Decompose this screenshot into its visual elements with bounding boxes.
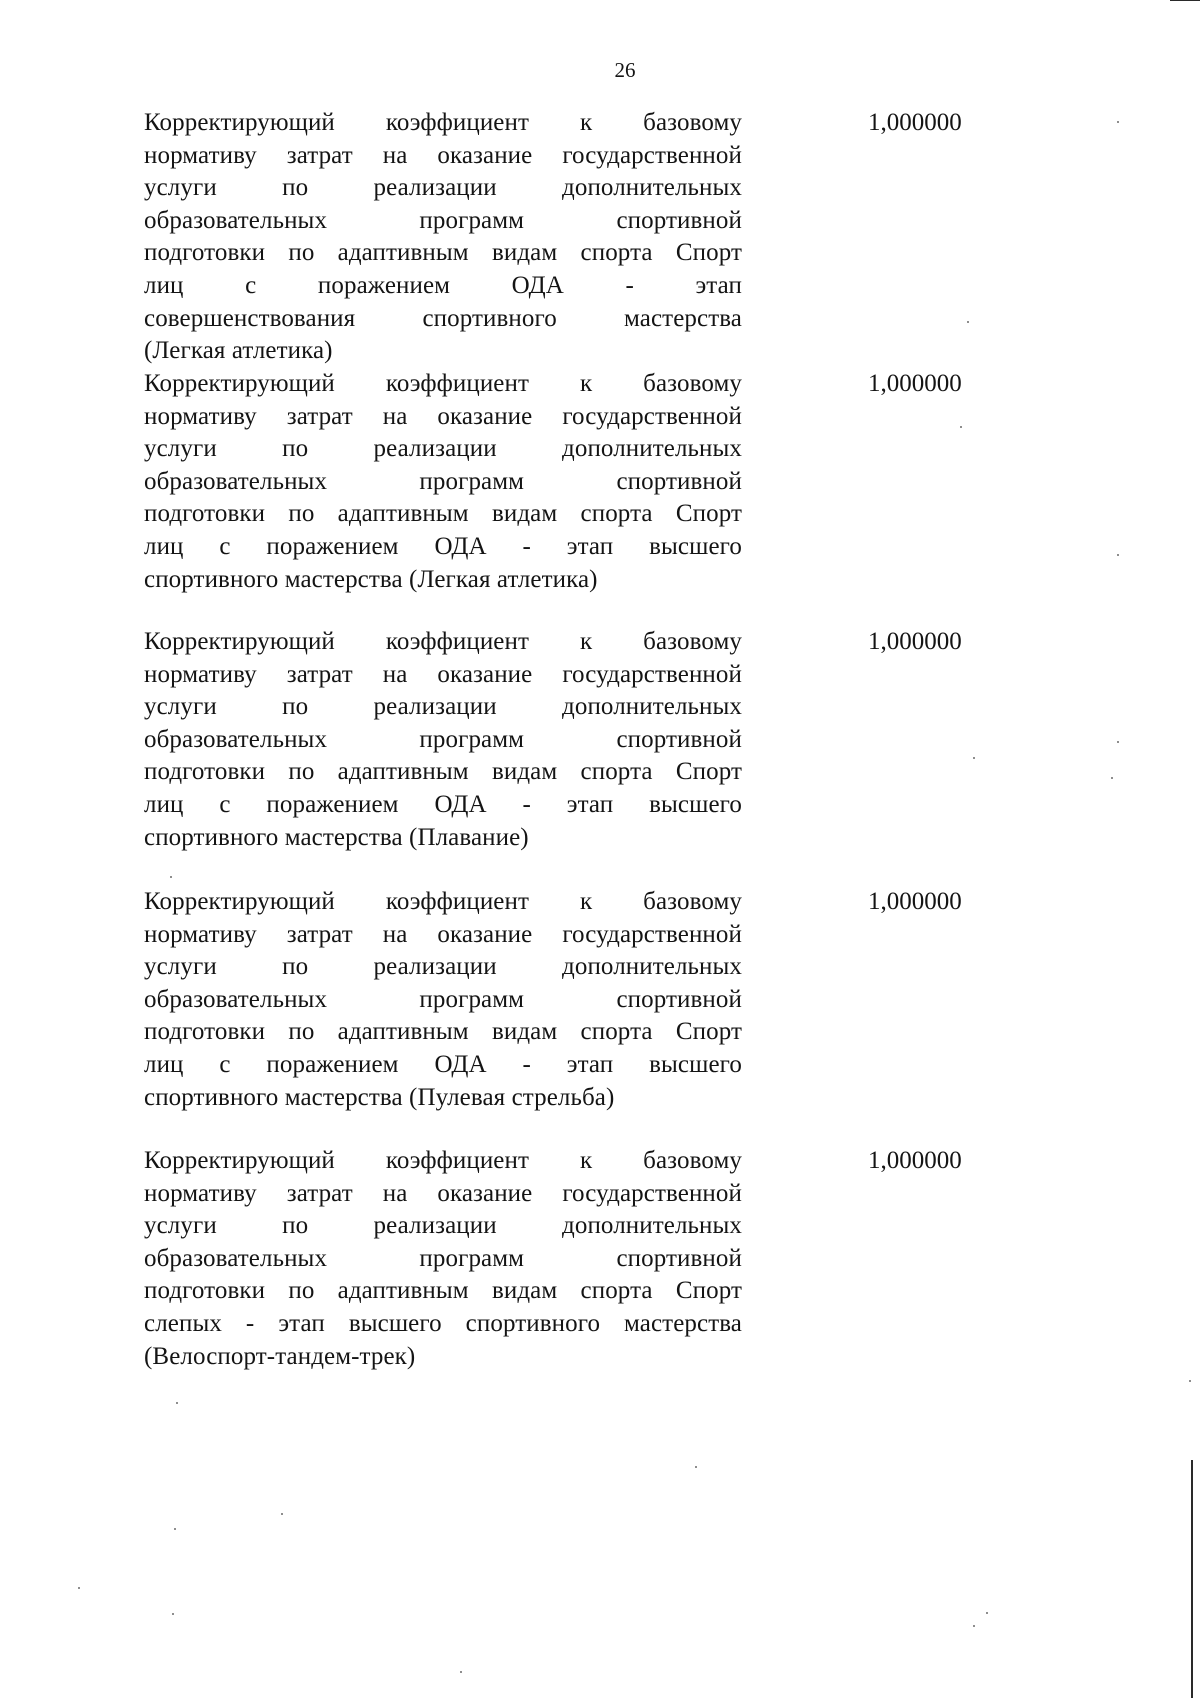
entry-line: услуги по реализации дополнительных	[144, 435, 742, 463]
entry-line: нормативу затрат на оказание государственной	[144, 1179, 742, 1207]
entry-line: образовательных программ спортивной	[144, 1244, 742, 1272]
entry-line: услуги по реализации дополнительных	[144, 693, 742, 721]
scan-speck	[1111, 777, 1113, 779]
coefficient-entry	[144, 107, 1176, 368]
entry-line: подготовки по адаптивным видам спорта Спорт	[144, 500, 742, 528]
entry-line: услуги по реализации дополнительных	[144, 1212, 742, 1240]
entry-line: лиц с поражением ОДА - этап высшего	[144, 532, 742, 560]
entry-line: Корректирующий коэффициент к базовому	[144, 888, 742, 915]
entry-line: подготовки по адаптивным видам спорта Спорт	[144, 758, 742, 786]
entry-line: спортивного мастерства (Легкая атлетика)	[144, 565, 598, 593]
entry-description	[144, 107, 742, 368]
scan-speck	[973, 1625, 975, 1627]
entry-description	[144, 368, 742, 596]
scan-speck	[960, 426, 962, 428]
scan-speck	[176, 1402, 178, 1404]
entry-line: лиц с поражением ОДА - этап	[144, 271, 742, 299]
entry-line: образовательных программ спортивной	[144, 467, 742, 495]
entry-line: нормативу затрат на оказание государственной	[144, 402, 742, 430]
entry-line: (Велоспорт-тандем-трек)	[144, 1342, 416, 1370]
coefficient-entry	[144, 1145, 1176, 1373]
entry-line: спортивного мастерства (Пулевая стрельба)	[144, 1083, 615, 1111]
scan-speck	[1117, 121, 1119, 123]
coefficient-value: 1,000000	[868, 1147, 962, 1174]
scan-speck	[460, 1671, 462, 1673]
entry-line: услуги по реализации дополнительных	[144, 174, 742, 202]
page-number: 26	[614, 58, 636, 82]
coefficient-entry	[144, 626, 1176, 854]
entry-line: нормативу затрат на оказание государственной	[144, 660, 742, 688]
scan-speck	[1189, 1380, 1191, 1382]
coefficient-entry	[144, 368, 1176, 596]
entry-line: лиц с поражением ОДА - этап высшего	[144, 1050, 742, 1078]
entry-line: подготовки по адаптивным видам спорта Спорт	[144, 1018, 742, 1046]
entry-line: образовательных программ спортивной	[144, 206, 742, 234]
entry-line: (Легкая атлетика)	[144, 337, 333, 365]
entry-line: спортивного мастерства (Плавание)	[144, 823, 529, 851]
entry-line: лиц с поражением ОДА - этап высшего	[144, 790, 742, 818]
coefficient-value: 1,000000	[868, 628, 962, 655]
entry-line: образовательных программ спортивной	[144, 985, 742, 1013]
entry-description	[144, 886, 742, 1114]
entry-line: образовательных программ спортивной	[144, 725, 742, 753]
entry-line: Корректирующий коэффициент к базовому	[144, 1147, 742, 1174]
entry-line: услуги по реализации дополнительных	[144, 953, 742, 981]
entry-line: нормативу затрат на оказание государственной	[144, 141, 742, 169]
scan-speck	[170, 876, 172, 878]
entry-line: совершенствования спортивного мастерства	[144, 304, 742, 332]
scan-speck	[174, 1528, 176, 1530]
coefficient-value: 1,000000	[868, 370, 962, 397]
coefficient-value: 1,000000	[868, 888, 962, 915]
coefficient-value: 1,000000	[868, 109, 962, 136]
scan-edge-mark	[1191, 1460, 1193, 1698]
coefficient-entry	[144, 886, 1176, 1114]
scan-speck	[986, 1612, 988, 1614]
scan-speck	[695, 1466, 697, 1468]
entry-description	[144, 626, 742, 854]
scan-speck	[973, 757, 975, 759]
entry-line: подготовки по адаптивным видам спорта Спорт	[144, 239, 742, 267]
scan-speck	[172, 1613, 174, 1615]
entry-line: подготовки по адаптивным видам спорта Спорт	[144, 1277, 742, 1305]
scan-speck	[1117, 554, 1119, 556]
scan-edge-mark	[1170, 0, 1200, 1]
scan-speck	[281, 1513, 283, 1515]
entry-line: Корректирующий коэффициент к базовому	[144, 109, 742, 136]
scan-speck	[967, 321, 969, 323]
entry-line: нормативу затрат на оказание государственной	[144, 920, 742, 948]
entry-line: Корректирующий коэффициент к базовому	[144, 628, 742, 655]
entry-description	[144, 1145, 742, 1373]
entry-line: слепых - этап высшего спортивного мастерства	[144, 1309, 742, 1337]
entry-line: Корректирующий коэффициент к базовому	[144, 370, 742, 397]
scan-speck	[78, 1587, 80, 1589]
scan-speck	[1117, 741, 1119, 743]
